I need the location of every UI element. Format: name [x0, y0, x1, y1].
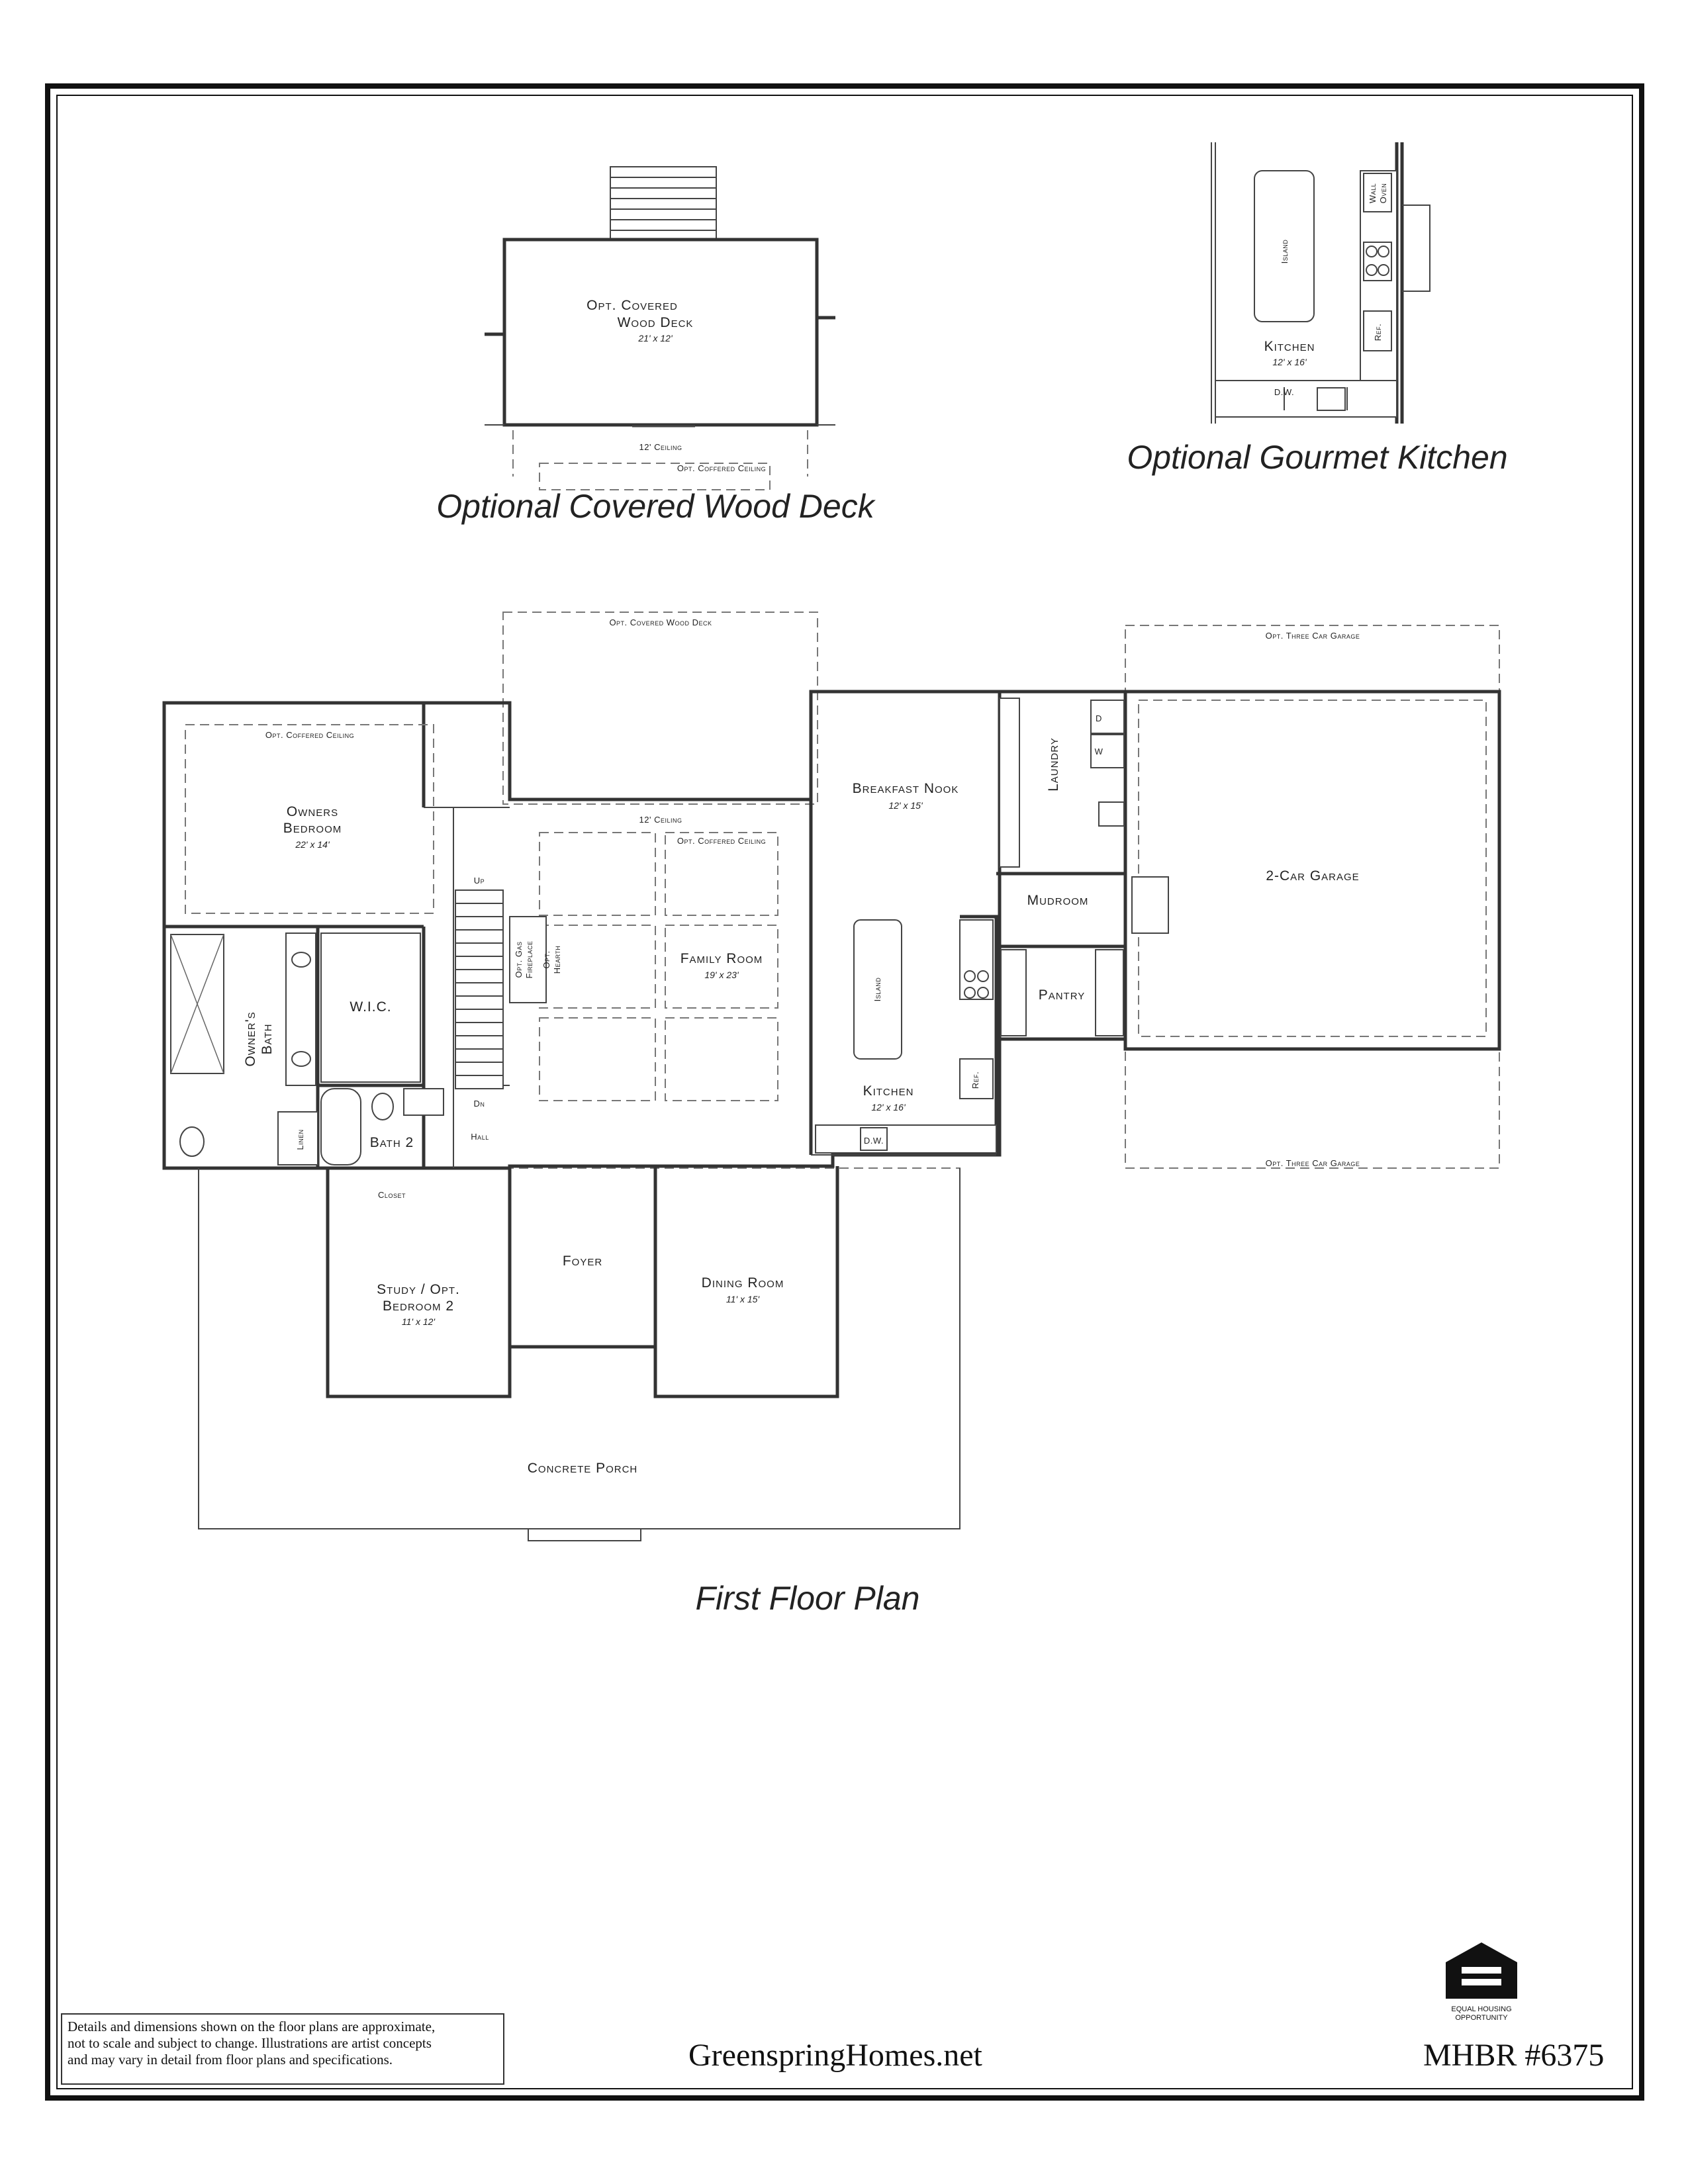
kitchen-island-label: Island [872, 977, 882, 1002]
pantry-label: Pantry [1038, 987, 1086, 1003]
dining-room-size: 11' x 15' [726, 1294, 760, 1304]
family-room-label: Family Room [680, 951, 763, 966]
foyer-label: Foyer [562, 1253, 603, 1269]
up-label: Up [473, 876, 485, 886]
owners-bedroom-label-2: Bedroom [283, 821, 342, 836]
fireplace-label-1: Opt. Gas [514, 941, 524, 978]
first-floor-title: First Floor Plan [695, 1580, 920, 1617]
family-room-size: 19' x 23' [704, 970, 739, 980]
equal-housing-text [1442, 2005, 1521, 2023]
gourmet-kitchen-plan [1211, 142, 1430, 424]
gourmet-kitchen: Kitchen [1264, 339, 1315, 354]
dining-room-label: Dining Room [701, 1275, 784, 1291]
bath2-label: Bath 2 [369, 1135, 414, 1150]
fireplace-label-2: Fireplace [524, 940, 534, 979]
garage-label: 2-Car Garage [1266, 868, 1360, 884]
breakfast-nook-size: 12' x 15' [888, 800, 923, 811]
laundry-label: Laundry [1046, 737, 1061, 792]
porch-label: Concrete Porch [527, 1461, 638, 1476]
owners-coffered-label: Opt. Coffered Ceiling [265, 730, 355, 740]
deck-ceiling: 12' Ceiling [639, 442, 682, 452]
deck-plan [485, 167, 835, 490]
opt-three-car-top-label: Opt. Three Car Garage [1265, 631, 1360, 641]
deck-room-name-2: Wood Deck [617, 315, 694, 330]
gourmet-size: 12' x 16' [1272, 357, 1307, 367]
study-size: 11' x 12' [401, 1316, 436, 1327]
opt-three-car-bottom-label: Opt. Three Car Garage [1265, 1158, 1360, 1168]
license-number: MHBR #6375 [1423, 2038, 1605, 2073]
first-floor-plan [164, 612, 1499, 1541]
hall-label: Hall [471, 1132, 489, 1142]
equal-housing-logo [1446, 1942, 1517, 1999]
opt-deck-label: Opt. Covered Wood Deck [609, 617, 712, 627]
family-ceiling-label: 12' Ceiling [639, 815, 682, 825]
study-label-2: Bedroom 2 [382, 1298, 455, 1314]
website-text: GreenspringHomes.net [688, 2038, 982, 2073]
owners-bedroom-size: 22' x 14' [295, 839, 330, 850]
first-floor-labels [243, 617, 1360, 1476]
owners-bath-label-2: Bath [259, 1023, 275, 1055]
kitchen-dw-label: D.W. [863, 1136, 884, 1146]
closet-label: Closet [378, 1190, 406, 1200]
disclaimer-line: not to scale and subject to change. Illustrations are artist concepts [68, 2035, 432, 2051]
gourmet-island-label: Island [1280, 239, 1289, 264]
washer-label: W [1094, 747, 1103, 756]
breakfast-nook-label: Breakfast Nook [852, 781, 959, 796]
gourmet-wall-oven-2: Oven [1378, 183, 1388, 204]
dn-label: Dn [473, 1099, 485, 1109]
hearth-label-2: Hearth [552, 945, 562, 974]
study-label-1: Study / Opt. [377, 1282, 460, 1297]
disclaimer-box [61, 2013, 504, 2085]
kitchen-label: Kitchen [863, 1083, 914, 1099]
dryer-label: D [1096, 713, 1102, 723]
gourmet-dw: D.W. [1274, 387, 1295, 397]
owners-bedroom-label-1: Owners [286, 804, 339, 819]
kitchen-size: 12' x 16' [871, 1102, 906, 1113]
gourmet-ref: Ref. [1373, 323, 1383, 341]
eho-line-2: OPPORTUNITY [1455, 2014, 1508, 2022]
gourmet-plan-title: Optional Gourmet Kitchen [1127, 439, 1508, 476]
hearth-label-1: Opt. [541, 950, 551, 969]
eho-line-1: EQUAL HOUSING [1451, 2005, 1512, 2013]
disclaimer-line: and may vary in detail from floor plans and specifications. [68, 2052, 393, 2068]
deck-room-name-1: Opt. Covered [586, 298, 678, 313]
gourmet-wall-oven-1: Wall [1368, 183, 1378, 204]
family-coffered-label: Opt. Coffered Ceiling [677, 836, 767, 846]
deck-plan-title: Optional Covered Wood Deck [436, 488, 874, 525]
owners-bath-label-1: Owner's [243, 1011, 258, 1067]
kitchen-ref-label: Ref. [970, 1071, 980, 1089]
wic-label: W.I.C. [350, 999, 392, 1015]
deck-size: 21' x 12' [638, 333, 673, 343]
deck-coffered: Opt. Coffered Ceiling [677, 463, 767, 473]
disclaimer-line: Details and dimensions shown on the floor plans are approximate, [68, 2019, 436, 2034]
linen-label: Linen [295, 1129, 305, 1150]
mudroom-label: Mudroom [1027, 893, 1089, 908]
